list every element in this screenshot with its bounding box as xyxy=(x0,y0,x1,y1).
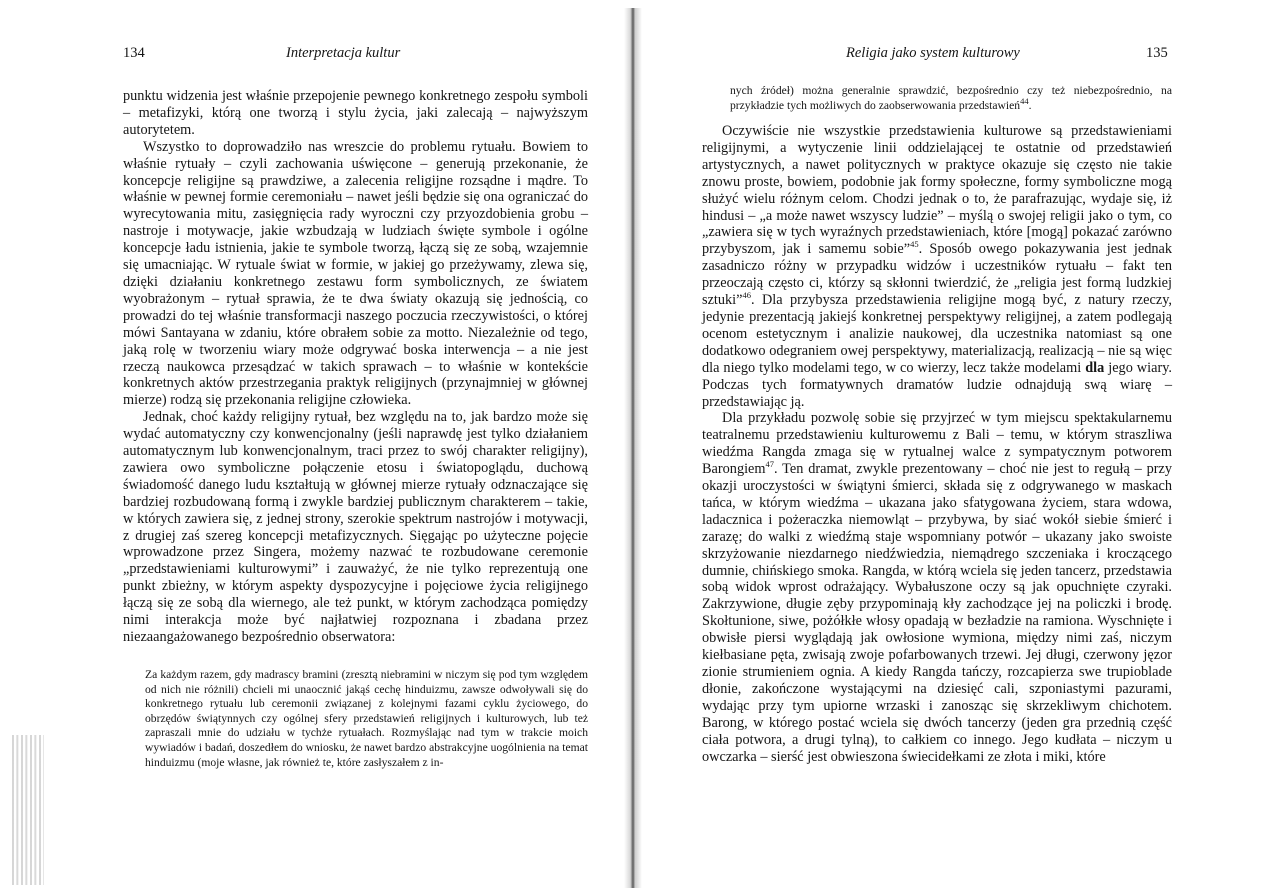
paragraph xyxy=(702,410,1172,765)
text-span: . Dla przybysza przedstawienia religijne mogą być, z natury rzeczy, jedynie prezentacją jakiejś konkretnej perspektywy religijnej, a zatem podlegają ocenom estetycznym i analizie naukowej, dla uczestnika natomiast są one dodatkowo odegraniem owej perspektywy, materializacją, realizacją – nie są więc dla niego tylko modelami tego, w co wierzy, lecz także modelami xyxy=(702,292,1172,376)
text-span: . Ten dramat, zwykle prezentowany – choć nie jest to regułą – przy okazji uroczystości w świątyni śmierci, składa się z odgrywanego w maskach tańca, w którym wiedźma – ukazana jako sfatygowana życiem, stara wdowa, ladacznica i pożeraczka niemowląt – przybywa, by siać wokół siebie śmierć i zarazę; do walki z wiedźmą staje wspomniany potwór – ukazany jako swoiste skrzyżowanie niezdarnego niedźwiedzia, niemądrego szczeniaka i kroczącego dumnie, chińskiego smoka. Rangda, w którą wciela się jeden tancerz, przedstawia sobą widok wprost odrażający. Wybałuszone oczy są jak opuchnięte czyraki. Zakrzywione, długie zęby przypominają kły zachodzące jej na policzki i brodę. Skołtunione, siwe, pożółkłe włosy opadają w bezładzie na ramiona. Wyschnięte i obwisłe piersi wyglądają jak owłosione wymiona, między nimi zaś, niczym kiełbasiane pęta, zwisają zwoje pofarbowanych trzewi. Jej długi, czerwony jęzor zionie strumieniem ognia. A kiedy Rangda tańczy, rozcapierza swe trupioblade dłonie, zakończone wystającymi na dziesięć cali, szponiastymi pazurami, wydając przy tym upiorne wrzaski i zanosząc się skrzekliwym chichotem. Barong, w którego postać wciela się dwóch tancerzy (jeden gra przednią część ciała potwora, a drugi tylną), to całkiem co innego. Jego kudłata – niczym u owczarka – sierść jest obwieszona świecidełkami ze złota i miki, które xyxy=(702,461,1172,765)
body-text xyxy=(702,123,1172,765)
footnote-ref: 47 xyxy=(765,459,775,470)
quote-text: nych źródeł) można generalnie sprawdzić, bezpośrednio czy też niebezpośrednio, na przykładzie tych możliwych do zaobserwowania przedstawień xyxy=(730,84,1172,112)
quote-end: . xyxy=(1028,98,1032,112)
page-number: 134 xyxy=(123,45,145,61)
left-page xyxy=(0,0,630,894)
footnote-ref: 46 xyxy=(742,290,751,301)
body-text xyxy=(123,88,588,646)
running-head: Religia jako system kulturowy xyxy=(846,45,1020,61)
text-span: Dla przykładu pozwolę sobie się przyjrzeć w tym miejscu spektakularnemu teatralnemu przedstawieniu kulturowemu z Bali – temu, w którym straszliwa wiedźma Rangda zmaga się w rytualnej walce z sympatycznym potworem Barongiem xyxy=(702,410,1172,478)
text-span: jego wiary. Podczas tych formatywnych dramatów ludzie odnajdują swą wiarę – przedstawiając ją. xyxy=(702,359,1173,410)
paragraph: Jednak, choć każdy religijny rytuał, bez względu na to, jak bardzo może się wydać automatyczny czy konwencjonalny (jeśli naprawdę jest tylko działaniem automatycznym lub konwencjonalnym, traci przez to swój charakter religijny), zawiera owo symboliczne połączenie etosu i światopoglądu, duchową świadomość danego ludu kształtują w głównej mierze rytuały odznaczające się bardziej rozbudowaną formą i zwykle bardziej publicznym charakterem – takie, w których zawiera się, z jednej strony, szerokie spektrum nastrojów i motywacji, z drugiej zaś szereg koncepcji metafizycznych. Sięgając po użyteczne pojęcie wprowadzone przez Singera, możemy nazwać te rozbudowane ceremonie „przedstawieniami kulturowymi” i zauważyć, że nie tylko reprezentują one punkt zbieżny, w którym aspekty dyspozycyjne i pojęciowe życia religijnego łączą się ze sobą dla wiernego, ale też punkt, w którym zachodząca pomiędzy nimi interakcja może być najłatwiej rozpoznana i zbadana przez niezaangażowanego bezpośrednio obserwatora: xyxy=(123,409,588,645)
text-span: Oczywiście nie wszystkie przedstawienia kulturowe są przedstawieniami religijnymi, a wytyczenie linii oddzielającej te ostatnie od przedstawień artystycznych, a nawet politycznych w praktyce okazuje się często nie takie znowu proste, bowiem, podobnie jak formy społeczne, formy symboliczne mogą służyć wielu różnym celom. Chodzi jednak o to, że parafrazując, wydaje się, iż hindusi – „a może nawet wszyscy ludzie” – myślą o swojej religii jako o tym, co „zawiera się w tych wyraźnych przedstawieniach, które [mogą] pokazać zarówno przybyszom, jak i samemu sobie” xyxy=(702,123,1172,258)
running-head: Interpretacja kultur xyxy=(286,45,401,61)
text-span: . Sposób owego pokazywania jest jednak zasadniczo różny w przypadku widzów i uczestników rytuału – fakt ten przeoczają często ci, którzy są skłonni twierdzić, że „religia jest formą ludzkiej sztuki” xyxy=(702,241,1172,309)
block-quote: Za każdym razem, gdy madrascy bramini (zresztą niebramini w niczym się pod tym względem od nich nie różnili) chcieli mi unaocznić jakąś cechę hinduizmu, zawsze odwoływali się do konkretnego rytuału lub ceremonii związanej z kolejnymi fazami cyklu życiowego, do obrzędów świątynnych czy ogólnej sfery przedstawień religijnych i kulturowych, lub też zapraszali mnie do udziału w tychże rytuałach. Rozmyślając nad tym w trakcie moich wywiadów i badań, doszedłem do wniosku, że nawet bardzo abstrakcyjne uogólnienia na temat hinduizmu (moje własne, jak również te, które zasłyszałem z in- xyxy=(145,668,588,769)
bold-emphasis: dla xyxy=(1085,359,1105,376)
paragraph: punktu widzenia jest właśnie przepojenie pewnego konkretnego zespołu symboli – metafizyki, którą one tworzą i stylu życia, jaki zalecają – najwyższym autorytetem. xyxy=(123,88,588,138)
paragraph: Wszystko to doprowadziło nas wreszcie do problemu rytuału. Bowiem to właśnie rytuały – czyli zachowania uświęcone – generują przekonanie, że koncepcje religijne są prawdziwe, a zalecenia religijne rozsądne i mądre. To właśnie w pewnej formie ceremoniału – nawet jeśli będzie się ona ograniczać do wyrecytowania mitu, zasięgnięcia rady wyroczni czy przyozdobienia grobu – nastroje i motywacje, jakie wzbudzają w ludziach święte symbole i ogólne koncepcje ładu istnienia, jakie te symbole tworzą, łączą się ze sobą, wzajemnie się umacniając. W rytuale świat w formie, w jakiej go przeżywamy, zlewa się, dzięki działaniu konkretnego zestawu form symbolicznych, ze światem wyobrażonym – rytuał sprawia, że te dwa światy okazują się jednością, co prowadzi do tej właśnie transformacji naszego poczucia rzeczywistości, o której mówi Santayana w zdaniu, które obrałem sobie za motto. Niezależnie od tego, jaką rolę w tworzeniu wiary może odgrywać boska interwencja – a nie jest rzeczą naukowca przesądzać w takich sprawach – to właśnie w kontekście konkretnych aktów przestrzegania praktyk religijnych (przynajmniej w głównej mierze) rodzą się przekonania religijne człowieka. xyxy=(123,138,588,409)
page-number: 135 xyxy=(1146,45,1168,61)
right-page xyxy=(632,0,1262,894)
footnote-ref: 45 xyxy=(910,239,919,250)
footnote-ref: 44 xyxy=(1020,95,1029,106)
paragraph xyxy=(702,123,1172,410)
quote-continuation xyxy=(730,84,1172,113)
